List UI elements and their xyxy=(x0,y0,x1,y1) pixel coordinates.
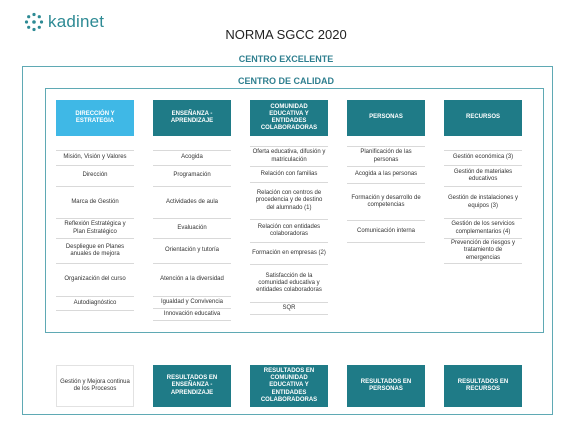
list-item: Oferta educativa, difusión y matriculación xyxy=(250,146,328,167)
list-item: Despliegue en Planes anuales de mejora xyxy=(56,239,134,264)
list-item: Gestión de los servicios complementarios (4) xyxy=(444,219,522,239)
list-item: Programación xyxy=(153,166,231,187)
list-item: Comunicación interna xyxy=(347,221,425,243)
list-item: Acogida a las personas xyxy=(347,167,425,184)
resultados-personas-box: RESULTADOS EN PERSONAS xyxy=(347,365,425,407)
resultados-recursos-box: RESULTADOS EN RECURSOS xyxy=(444,365,522,407)
list-item: Organización del curso xyxy=(56,264,134,297)
list-item: Gestión de instalaciones y equipos (3) xyxy=(444,187,522,219)
column-direccion xyxy=(56,150,134,311)
list-item: Gestión económica (3) xyxy=(444,150,522,166)
column-personas xyxy=(347,146,425,243)
column-header-recursos: RECURSOS xyxy=(444,100,522,136)
list-item: Autodiagnóstico xyxy=(56,297,134,311)
list-item: Atención a la diversidad xyxy=(153,264,231,297)
list-item: Misión, Visión y Valores xyxy=(56,150,134,166)
column-header-direccion: DIRECCIÓN Y ESTRATEGIA xyxy=(56,100,134,136)
column-header-personas: PERSONAS xyxy=(347,100,425,136)
list-item: Satisfacción de la comunidad educativa y entidades colaboradoras xyxy=(250,265,328,303)
list-item: SQR xyxy=(250,303,328,315)
list-item: Marca de Gestión xyxy=(56,187,134,219)
gestion-mejora-box: Gestión y Mejora continua de los Procesos xyxy=(56,365,134,407)
list-item: Prevención de riesgos y tratamiento de emergencias xyxy=(444,239,522,264)
column-recursos xyxy=(444,150,522,264)
list-item: Actividades de aula xyxy=(153,187,231,219)
logo-text: kadinet xyxy=(48,12,105,31)
list-item: Planificación de las personas xyxy=(347,146,425,167)
list-item: Gestión de materiales educativos xyxy=(444,166,522,187)
column-comunidad xyxy=(250,146,328,315)
list-item: Evaluación xyxy=(153,219,231,239)
resultados-comunidad-box: RESULTADOS EN COMUNIDAD EDUCATIVA Y ENTIDADES COLABORADORAS xyxy=(250,365,328,407)
list-item: Reflexión Estratégica y Plan Estratégico xyxy=(56,219,134,239)
list-item: Relación con familias xyxy=(250,167,328,183)
column-ensenanza xyxy=(153,150,231,321)
list-item: Orientación y tutoría xyxy=(153,239,231,264)
centro-calidad-label: CENTRO DE CALIDAD xyxy=(238,76,334,86)
list-item: Innovación educativa xyxy=(153,309,231,321)
resultados-ensenanza-box: RESULTADOS EN ENSEÑANZA - APRENDIZAJE xyxy=(153,365,231,407)
list-item: Relación con centros de procedencia y de destino del alumnado (1) xyxy=(250,183,328,220)
centro-excelente-label: CENTRO EXCELENTE xyxy=(238,54,334,64)
list-item: Acogida xyxy=(153,150,231,166)
column-header-comunidad: COMUNIDAD EDUCATIVA Y ENTIDADES COLABORADORAS xyxy=(250,100,328,136)
page-title: NORMA SGCC 2020 xyxy=(225,27,347,42)
list-item: Igualdad y Convivencia xyxy=(153,297,231,309)
list-item: Relación con entidades colaboradoras xyxy=(250,220,328,243)
list-item: Formación en empresas (2) xyxy=(250,243,328,265)
list-item: Dirección xyxy=(56,166,134,187)
column-header-ensenanza: ENSEÑANZA - APRENDIZAJE xyxy=(153,100,231,136)
list-item: Formación y desarrollo de competencias xyxy=(347,184,425,221)
